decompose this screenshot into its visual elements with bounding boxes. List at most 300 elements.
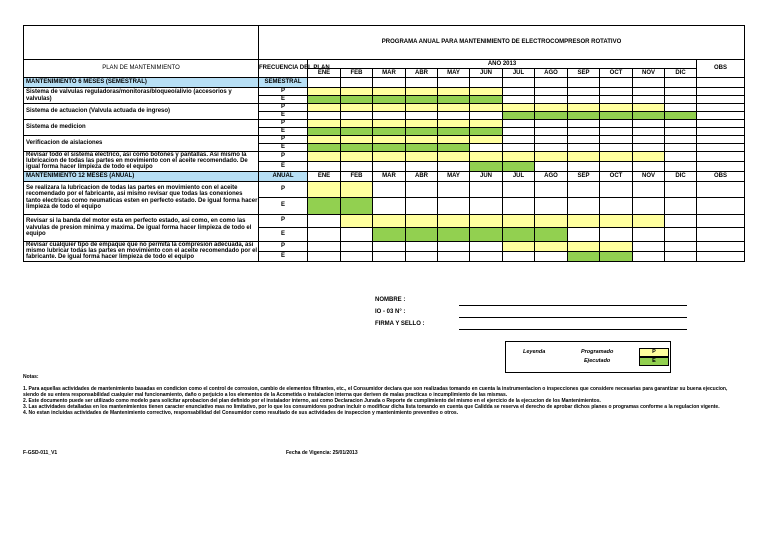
obs-cell [697, 128, 745, 136]
month-header: MAR [373, 69, 406, 78]
executed-marker: E [259, 197, 308, 214]
month-header: JUL [503, 171, 535, 181]
executed-cell [470, 128, 503, 136]
obs-cell [697, 88, 745, 96]
section-frequency: SEMESTRAL [259, 78, 308, 88]
schedule-cell [633, 136, 665, 144]
schedule-cell [406, 241, 438, 251]
obs-cell [697, 161, 745, 171]
schedule-cell [535, 197, 568, 214]
executed-cell [438, 227, 470, 241]
executed-marker: E [259, 128, 308, 136]
page-title: PROGRAMA ANUAL PARA MANTENIMIENTO DE ELECTROCOMPRESOR ROTATIVO [259, 26, 745, 60]
month-header: DIC [665, 69, 697, 78]
executed-marker: E [259, 251, 308, 261]
schedule-cell [568, 88, 600, 96]
programmed-marker: P [259, 136, 308, 144]
executed-cell [373, 96, 406, 104]
month-header: JUN [470, 171, 503, 181]
schedule-cell [535, 144, 568, 152]
schedule-cell [665, 227, 697, 241]
month-header: NOV [633, 69, 665, 78]
schedule-cell [406, 112, 438, 120]
month-header: MAY [438, 171, 470, 181]
frequency-header: FRECUENCIA DEL PLAN [259, 60, 308, 78]
schedule-cell [503, 136, 535, 144]
month-header: SEP [568, 69, 600, 78]
executed-cell [373, 227, 406, 241]
schedule-cell [535, 88, 568, 96]
legend-programmed-label: Programado [581, 349, 614, 355]
maintenance-table [23, 25, 745, 262]
schedule-cell [665, 251, 697, 261]
schedule-cell [373, 181, 406, 197]
notes-section [23, 374, 741, 416]
executed-cell [308, 96, 341, 104]
executed-cell [341, 128, 373, 136]
schedule-cell [568, 161, 600, 171]
programmed-cell [535, 152, 568, 162]
schedule-cell [503, 251, 535, 261]
schedule-cell [373, 251, 406, 261]
schedule-cell [633, 161, 665, 171]
executed-cell [406, 128, 438, 136]
programmed-cell [568, 241, 600, 251]
programmed-cell [503, 241, 535, 251]
programmed-cell [600, 241, 633, 251]
io-number-label: IO - 03 N° : [375, 309, 406, 315]
schedule-cell [503, 181, 535, 197]
empty-cell [697, 78, 745, 88]
schedule-cell [600, 96, 633, 104]
programmed-cell [633, 152, 665, 162]
schedule-cell [308, 112, 341, 120]
month-header: OCT [600, 69, 633, 78]
programmed-cell [600, 152, 633, 162]
schedule-cell [633, 197, 665, 214]
schedule-cell [568, 120, 600, 128]
programmed-marker: P [259, 88, 308, 96]
section-header: MANTENIMIENTO 6 MESES (SEMESTRAL) [24, 78, 259, 88]
year-label: AÑO 2013 [308, 60, 697, 69]
schedule-cell [665, 120, 697, 128]
schedule-cell [470, 112, 503, 120]
schedule-cell [568, 144, 600, 152]
schedule-cell [665, 181, 697, 197]
programmed-cell [341, 104, 373, 112]
note-3: 3. Las actividades detalladas en los mantenimientos tienen caracter enunciativo mas no limitativo, por lo que los consumidores podran incluir o modificar dicha lista tomando en cuenta que Calidda se reserva el derecho de aprobar dichos planes o programas conforme a la regulacion vigente. [23, 404, 720, 410]
schedule-cell [633, 144, 665, 152]
schedule-cell [535, 251, 568, 261]
schedule-cell [406, 161, 438, 171]
programmed-cell [470, 214, 503, 227]
obs-header: OBS [697, 171, 745, 181]
schedule-cell [373, 161, 406, 171]
month-header: NOV [633, 171, 665, 181]
note-2: 2. Este documento puede ser utilizado como modelo para solicitar aprobacion del plan definido por el instalador interno, asi como Declaracion Jurada o Reporte de cumplimiento del mismo en el ejercicio de la ejecucion de los Mantenimientos. [23, 398, 601, 404]
activity-description: Sistema de actuacion (Valvula actuada de ingreso) [24, 104, 259, 120]
programmed-cell [600, 104, 633, 112]
month-header: ENE [308, 69, 341, 78]
programmed-cell [406, 214, 438, 227]
schedule-cell [406, 251, 438, 261]
schedule-cell [503, 88, 535, 96]
signature-label: FIRMA Y SELLO : [375, 321, 425, 327]
legend-box [505, 341, 671, 373]
programmed-cell [308, 152, 341, 162]
executed-cell [470, 96, 503, 104]
programmed-cell [373, 152, 406, 162]
schedule-cell [503, 128, 535, 136]
programmed-cell [341, 120, 373, 128]
schedule-cell [406, 181, 438, 197]
executed-cell [568, 251, 600, 261]
note-4: 4. No estan incluidas actividades de Mantenimiento correctivo, responsabilidad del Consumidor como resultado de sus actividades de inspeccion y mantenimiento preventivo o otros. [23, 410, 459, 416]
programmed-cell [406, 152, 438, 162]
empty-cell [600, 78, 633, 88]
month-header: MAR [373, 171, 406, 181]
legend-executed-swatch: E [639, 357, 669, 366]
schedule-cell [308, 161, 341, 171]
executed-cell [470, 227, 503, 241]
schedule-cell [568, 181, 600, 197]
programmed-cell [600, 214, 633, 227]
io-number-line [459, 317, 687, 318]
schedule-cell [665, 136, 697, 144]
activity-description: Verificacion de aislaciones [24, 136, 259, 152]
schedule-cell [341, 161, 373, 171]
schedule-cell [503, 144, 535, 152]
schedule-cell [503, 197, 535, 214]
programmed-marker: P [259, 241, 308, 251]
name-label: NOMBRE : [375, 297, 406, 303]
executed-cell [535, 227, 568, 241]
programmed-cell [308, 181, 341, 197]
note-1: 1. Para aquellas actividades de mantenimiento basadas en condicion como el control de corrosion, cambio de elementos filtrantes, etc., el Consumidor declara que son realizadas tomando en cuenta la instrumentacion o inspecciones que considere necesarias para garantizar su buena ejecucion, siendo de su entera responsabilidad cualquier mal funcionamiento, daño o perjuicio a los elementos de la Acometida o instalacion interna que deriven de malas practicas o incumplimiento de las mismas. [23, 386, 728, 398]
month-header: AGO [535, 69, 568, 78]
month-header: ABR [406, 171, 438, 181]
executed-cell [470, 161, 503, 171]
legend-title: Leyenda [523, 349, 546, 355]
schedule-cell [535, 181, 568, 197]
month-header: ABR [406, 69, 438, 78]
executed-cell [438, 144, 470, 152]
activity-description: Se realizara la lubricacion de todas las partes en movimiento con el aceite recomendado por el fabricante, asi mismo revisar que todas las conexiones tanto electricas como neumaticas esten en perfecto estado. De igual forma hacer limpieza de todo el equipo [24, 181, 259, 214]
empty-cell [406, 78, 438, 88]
programmed-cell [633, 104, 665, 112]
notes-heading: Notas: [23, 374, 39, 380]
schedule-cell [438, 161, 470, 171]
activity-description: Sistema de medicion [24, 120, 259, 136]
empty-cell [665, 78, 697, 88]
schedule-cell [600, 197, 633, 214]
section-frequency: ANUAL [259, 171, 308, 181]
schedule-cell [633, 88, 665, 96]
month-header: ENE [308, 171, 341, 181]
obs-header: OBS [697, 60, 745, 78]
month-header: OCT [600, 171, 633, 181]
empty-cell [470, 78, 503, 88]
schedule-cell [665, 161, 697, 171]
document-code: F-GSD-011_V1 [23, 450, 58, 456]
schedule-cell [665, 104, 697, 112]
schedule-cell [535, 128, 568, 136]
executed-cell [341, 144, 373, 152]
schedule-cell [633, 227, 665, 241]
schedule-cell [438, 241, 470, 251]
schedule-cell [535, 120, 568, 128]
programmed-cell [373, 214, 406, 227]
programmed-cell [568, 104, 600, 112]
programmed-cell [438, 104, 470, 112]
programmed-cell [503, 152, 535, 162]
executed-cell [535, 112, 568, 120]
schedule-cell [665, 88, 697, 96]
month-header: MAY [438, 69, 470, 78]
programmed-cell [341, 88, 373, 96]
schedule-cell [665, 152, 697, 162]
schedule-cell [438, 112, 470, 120]
executed-cell [308, 197, 341, 214]
executed-cell [406, 96, 438, 104]
executed-cell [438, 128, 470, 136]
schedule-cell [373, 112, 406, 120]
programmed-cell [373, 120, 406, 128]
schedule-cell [470, 181, 503, 197]
obs-cell [697, 112, 745, 120]
programmed-marker: P [259, 152, 308, 162]
programmed-cell [470, 120, 503, 128]
schedule-cell [535, 136, 568, 144]
schedule-cell [341, 227, 373, 241]
empty-cell [568, 78, 600, 88]
month-header: JUL [503, 69, 535, 78]
executed-cell [308, 144, 341, 152]
executed-marker: E [259, 96, 308, 104]
schedule-cell [308, 227, 341, 241]
executed-cell [438, 96, 470, 104]
schedule-cell [600, 128, 633, 136]
programmed-cell [373, 104, 406, 112]
obs-cell [697, 120, 745, 128]
schedule-cell [308, 214, 341, 227]
executed-cell [503, 112, 535, 120]
programmed-cell [308, 104, 341, 112]
empty-cell [438, 78, 470, 88]
programmed-cell [503, 104, 535, 112]
schedule-cell [633, 251, 665, 261]
schedule-cell [600, 136, 633, 144]
schedule-cell [341, 241, 373, 251]
empty-cell [341, 78, 373, 88]
schedule-cell [600, 181, 633, 197]
schedule-cell [665, 241, 697, 251]
validity-date: Fecha de Vigencia: 25/01/2013 [286, 450, 358, 456]
executed-cell [600, 112, 633, 120]
section-header: MANTENIMIENTO 12 MESES (ANUAL) [24, 171, 259, 181]
executed-marker: E [259, 227, 308, 241]
obs-cell [697, 136, 745, 144]
legend-programmed-swatch: P [639, 348, 669, 357]
schedule-cell [406, 197, 438, 214]
activity-description: Revisar si la banda del motor esta en perfecto estado, asi como, en como las valvulas de presion minima y maxima. De igual forma hacer limpieza de todo el equipo [24, 214, 259, 241]
schedule-cell [633, 128, 665, 136]
month-header: AGO [535, 171, 568, 181]
executed-cell [308, 128, 341, 136]
programmed-cell [308, 88, 341, 96]
schedule-cell [470, 197, 503, 214]
programmed-cell [535, 104, 568, 112]
executed-cell [373, 128, 406, 136]
programmed-cell [438, 136, 470, 144]
schedule-cell [665, 128, 697, 136]
obs-cell [697, 96, 745, 104]
programmed-cell [438, 120, 470, 128]
schedule-cell [341, 112, 373, 120]
empty-cell [535, 78, 568, 88]
programmed-cell [438, 214, 470, 227]
schedule-cell [373, 197, 406, 214]
programmed-cell [308, 136, 341, 144]
activity-description: Sistema de valvulas reguladoras/monitoras/bloqueo/alivio (accesorios y valvulas) [24, 88, 259, 104]
programmed-cell [341, 152, 373, 162]
schedule-cell [665, 144, 697, 152]
executed-cell [373, 144, 406, 152]
programmed-cell [341, 214, 373, 227]
month-header: FEB [341, 69, 373, 78]
programmed-cell [373, 136, 406, 144]
schedule-cell [470, 251, 503, 261]
obs-cell [697, 152, 745, 162]
schedule-cell [568, 96, 600, 104]
plan-header: PLAN DE MANTENIMIENTO [24, 60, 259, 78]
schedule-cell [665, 96, 697, 104]
programmed-cell [633, 214, 665, 227]
obs-cell [697, 181, 745, 197]
schedule-cell [600, 120, 633, 128]
programmed-cell [470, 88, 503, 96]
programmed-cell [406, 120, 438, 128]
programmed-cell [406, 104, 438, 112]
programmed-cell [438, 88, 470, 96]
schedule-cell [438, 251, 470, 261]
schedule-cell [568, 197, 600, 214]
programmed-cell [535, 214, 568, 227]
schedule-cell [308, 241, 341, 251]
month-header: DIC [665, 171, 697, 181]
schedule-cell [470, 241, 503, 251]
schedule-cell [568, 128, 600, 136]
signature-line [459, 329, 687, 330]
programmed-cell [568, 152, 600, 162]
executed-cell [341, 197, 373, 214]
schedule-cell [503, 120, 535, 128]
schedule-cell [341, 251, 373, 261]
schedule-cell [633, 241, 665, 251]
programmed-cell [470, 136, 503, 144]
schedule-cell [308, 251, 341, 261]
schedule-cell [600, 227, 633, 241]
schedule-cell [633, 96, 665, 104]
schedule-cell [568, 227, 600, 241]
obs-cell [697, 197, 745, 214]
programmed-cell [406, 136, 438, 144]
schedule-cell [535, 96, 568, 104]
schedule-cell [600, 161, 633, 171]
obs-cell [697, 144, 745, 152]
schedule-cell [535, 161, 568, 171]
programmed-cell [568, 214, 600, 227]
schedule-cell [470, 144, 503, 152]
executed-cell [633, 112, 665, 120]
obs-cell [697, 251, 745, 261]
schedule-cell [373, 241, 406, 251]
schedule-cell [503, 96, 535, 104]
programmed-cell [406, 88, 438, 96]
programmed-cell [503, 214, 535, 227]
executed-cell [406, 144, 438, 152]
programmed-cell [535, 241, 568, 251]
executed-marker: E [259, 161, 308, 171]
month-header: JUN [470, 69, 503, 78]
executed-cell [568, 112, 600, 120]
schedule-cell [438, 181, 470, 197]
schedule-cell [438, 197, 470, 214]
programmed-marker: P [259, 181, 308, 197]
month-header: SEP [568, 171, 600, 181]
executed-cell [600, 251, 633, 261]
activity-description: Revisar todo el sistema electrico, asi como botones y pantallas. Asi mismo la lubricacion de todas las partes en movimiento con el aceite recomendado. De igual forma hacer limpieza de todo el equipo [24, 152, 259, 172]
schedule-cell [665, 214, 697, 227]
programmed-cell [341, 181, 373, 197]
programmed-cell [341, 136, 373, 144]
programmed-cell [470, 104, 503, 112]
programmed-marker: P [259, 120, 308, 128]
executed-cell [665, 112, 697, 120]
maintenance-plan-sheet [23, 25, 745, 290]
schedule-cell [600, 88, 633, 96]
programmed-cell [470, 152, 503, 162]
programmed-cell [308, 120, 341, 128]
executed-cell [503, 227, 535, 241]
programmed-cell [438, 152, 470, 162]
programmed-marker: P [259, 104, 308, 112]
schedule-cell [633, 120, 665, 128]
programmed-marker: P [259, 214, 308, 227]
schedule-cell [633, 181, 665, 197]
schedule-cell [600, 144, 633, 152]
executed-marker: E [259, 112, 308, 120]
empty-cell [633, 78, 665, 88]
schedule-cell [665, 197, 697, 214]
executed-marker: E [259, 144, 308, 152]
obs-cell [697, 214, 745, 227]
empty-cell [373, 78, 406, 88]
obs-cell [697, 241, 745, 251]
executed-cell [341, 96, 373, 104]
schedule-cell [568, 136, 600, 144]
executed-cell [503, 161, 535, 171]
name-line [459, 305, 687, 306]
month-header: FEB [341, 171, 373, 181]
title-blank-cell [24, 26, 259, 60]
legend-executed-label: Ejecutado [584, 358, 611, 364]
obs-cell [697, 227, 745, 241]
obs-cell [697, 104, 745, 112]
activity-description: Revisar cualquier tipo de empaque que no permita la compresion adecuada, asi mismo lubricar todas las partes en movimiento con el aceite recomendado por el fabricante. De igual forma hacer limpieza de todo el equipo [24, 241, 259, 261]
executed-cell [406, 227, 438, 241]
empty-cell [308, 78, 341, 88]
